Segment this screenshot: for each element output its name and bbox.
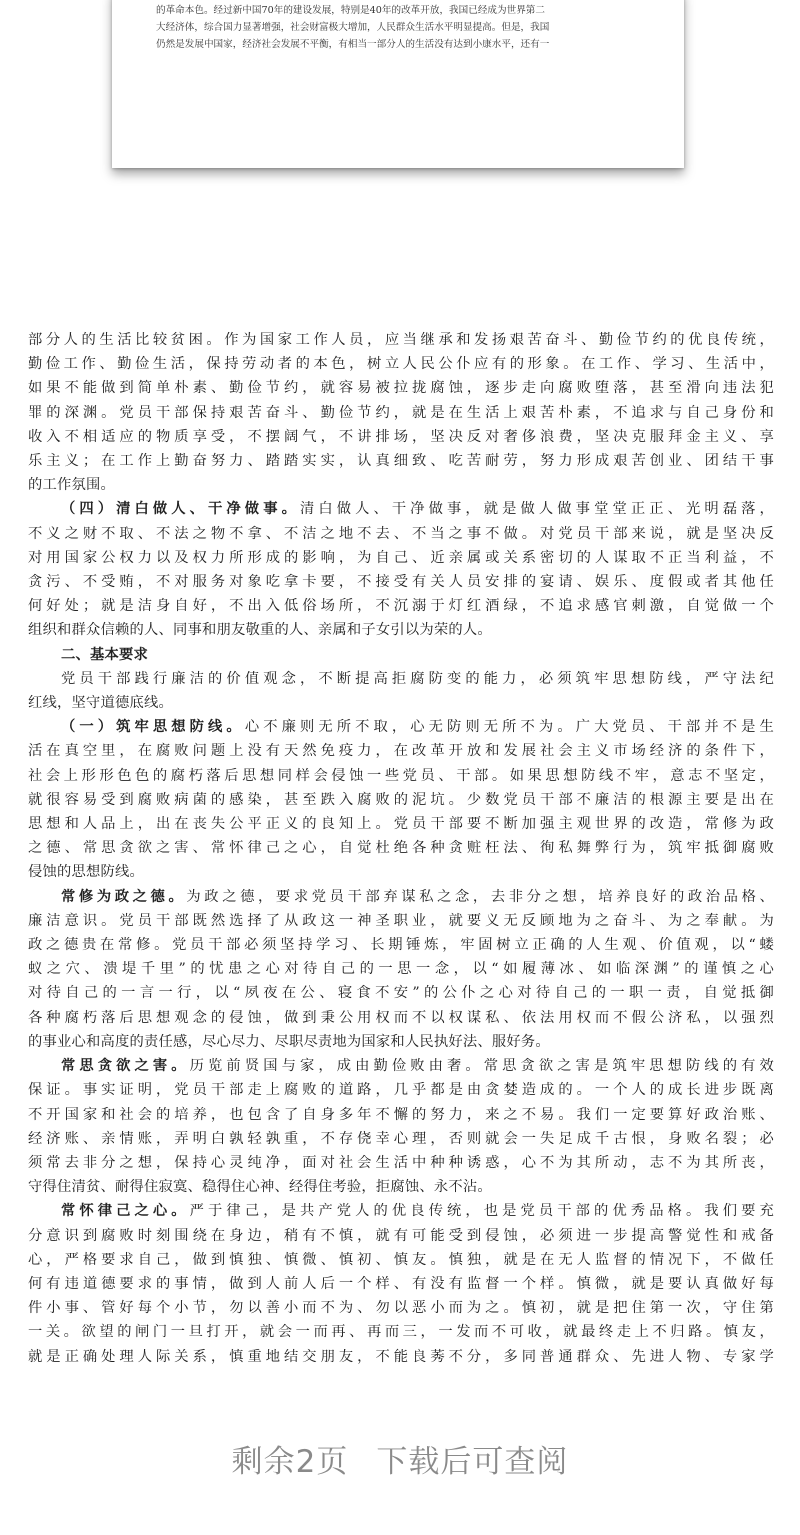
text-line: 勤俭工作、勤俭生活，保持劳动者的本色，树立人民公仆应有的形象。在工作、学习、生活中， <box>28 356 774 373</box>
text-line <box>28 1199 774 1223</box>
text-line: 廉洁意识。党员干部既然选择了从政这一神圣职业，就要义无反顾地为之奋斗、为之奉献。为 <box>28 912 774 929</box>
text-run: 历览前贤国与家，成由勤俭败由奢。常思贪欲之害是筑牢思想防线的有效 <box>189 1058 774 1075</box>
text-line: 的工作氛围。 <box>28 477 115 494</box>
paragraph-greed-harm <box>28 1054 774 1199</box>
section-subheading: 常修为政之德。 <box>61 888 187 905</box>
text-line: 就很容易受到腐败病菌的感染，甚至跌入腐败的泥坑。少数党员干部不廉洁的根源主要是出在 <box>28 791 774 808</box>
paragraph-clean-conduct <box>28 497 774 642</box>
text-run: 严于律己，是共产党人的优良传统，也是党员干部的优秀品格。我们要充 <box>189 1203 774 1220</box>
text-line <box>28 497 774 521</box>
preview-line: 大经济体，综合国力显著增强，社会财富极大增加，人民群众生活水平明显提高。但是，我国 <box>156 22 550 33</box>
preview-line: 仍然是发展中国家，经济社会发展不平衡，有相当一部分人的生活没有达到小康水平，还有一 <box>156 39 550 50</box>
text-line: 的事业心和高度的责任感，尽心尽力、尽职尽责地为国家和人民执好法、服好务。 <box>28 1033 550 1050</box>
preview-line: 的革命本色。经过新中国70年的建设发展，特别是40年的改革开放，我国已经成为世界第二 <box>156 5 545 16</box>
text-line: 活在真空里，在腐败问题上没有天然免疫力，在改革开放和发展社会主义市场经济的条件下， <box>28 743 774 760</box>
text-line: 思想和人品上，出在丧失公平正义的良知上。党员干部要不断加强主观世界的改造，常修为政 <box>28 816 774 833</box>
text-line: 心，严格要求自己，做到慎独、慎微、慎初、慎友。慎独，就是在无人监督的情况下，不做任 <box>28 1251 774 1268</box>
text-line: 部分人的生活比较贫困。作为国家工作人员，应当继承和发扬艰苦奋斗、勤俭节约的优良传统， <box>28 332 774 348</box>
text-line: 党员干部践行廉洁的价值观念，不断提高拒腐防变的能力，必须筑牢思想防线，严守法纪 <box>61 670 774 687</box>
text-line: 红线，坚守道德底线。 <box>28 695 173 712</box>
preview-text <box>156 2 646 53</box>
text-line: 乐主义；在工作上勤奋努力、踏踏实实，认真细致、吃苦耐劳，努力形成艰苦创业、团结干事 <box>28 453 774 470</box>
section-subheading: 常怀律己之心。 <box>61 1203 190 1220</box>
text-line: 对用国家公权力以及权力所形成的影响，为自己、近亲属或关系密切的人谋取不正当利益，不 <box>28 549 774 566</box>
text-line <box>28 885 774 909</box>
section-subheading: 常思贪欲之害。 <box>61 1058 190 1075</box>
text-line: 保证。事实证明，党员干部走上腐败的道路，几乎都是由贪婪造成的。一个人的成长进步既离 <box>28 1082 774 1099</box>
text-line: 不义之财不取、不法之物不拿、不洁之地不去、不当之事不做。对党员干部来说，就是坚决反 <box>28 525 774 542</box>
text-line: 侵蚀的思想防线。 <box>28 864 144 881</box>
section-subheading: （一）筑牢思想防线。 <box>61 719 245 736</box>
text-line: 蚁之穴、溃堤千里”的忧患之心对待自己的一思一念，以“如履薄冰、如临深渊”的谨慎之心 <box>28 961 774 978</box>
document-body <box>28 328 774 1369</box>
section-heading <box>28 643 774 667</box>
text-line: 分意识到腐败时刻围绕在身边，稍有不慎，就有可能受到侵蚀，必须进一步提高警觉性和戒备 <box>28 1227 774 1244</box>
text-run: 清白做人、干净做事，就是做人做事堂堂正正、光明磊落， <box>299 501 774 518</box>
paragraph-1 <box>28 328 774 497</box>
section-subheading: （四）清白做人、干净做事。 <box>61 501 300 518</box>
text-line: 之德、常思贪欲之害、常怀律己之心，自觉杜绝各种贪赃枉法、徇私舞弊行为，筑牢抵御腐败 <box>28 840 774 857</box>
download-prompt[interactable] <box>0 1436 800 1481</box>
text-line: 如果不能做到简单朴素、勤俭节约，就容易被拉拢腐蚀，逐步走向腐败堕落，甚至滑向违法犯 <box>28 380 774 397</box>
remaining-pages-label: 剩余2页 <box>231 1444 349 1480</box>
text-line: 政之德贵在常修。党员干部必须坚持学习、长期锤炼，牢固树立正确的人生观、价值观，以“蝼 <box>28 937 774 954</box>
text-line: 何有违道德要求的事情，做到人前人后一个样、有没有监督一个样。慎微，就是要认真做好每 <box>28 1275 774 1292</box>
text-line: 不开国家和社会的培养，也包含了自身多年不懈的努力，来之不易。我们一定要算好政治账、 <box>28 1106 774 1123</box>
paragraph-ideological-defense <box>28 715 774 884</box>
text-line: 经济账、亲情账，弄明白孰轻孰重，不存侥幸心理，否则就会一失足成千古恨，身败名裂；必 <box>28 1130 774 1147</box>
paragraph-requirements <box>28 667 774 715</box>
download-to-view-label: 下载后可查阅 <box>376 1444 569 1480</box>
text-line: 罪的深渊。党员干部保持艰苦奋斗、勤俭节约，就是在生活上艰苦朴素，不追求与自己身份和 <box>28 404 774 421</box>
text-line: 一关。欲望的闸门一旦打开，就会一而再、再而三，一发而不可收，就最终走上不归路。慎友， <box>28 1324 774 1341</box>
text-line <box>28 1054 774 1078</box>
text-line: 就是正确处理人际关系，慎重地结交朋友，不能良莠不分，多同普通群众、先进人物、专家学 <box>28 1348 774 1365</box>
text-line: 组织和群众信赖的人、同事和朋友敬重的人、亲属和子女引以为荣的人。 <box>28 622 492 639</box>
text-line: 收入不相适应的物质享受，不摆阔气，不讲排场，坚决反对奢侈浪费，坚决克服拜金主义、享 <box>28 428 774 445</box>
preview-page-card <box>112 0 684 168</box>
text-run: 为政之德，要求党员干部弃谋私之念，去非分之想，培养良好的政治品格、 <box>186 888 774 905</box>
text-line: 件小事、管好每个小节，勿以善小而不为、勿以恶小而为之。慎初，就是把住第一次，守住第 <box>28 1300 774 1317</box>
text-line: 各种腐朽落后思想观念的侵蚀，做到秉公用权而不以权谋私、依法用权而不假公济私，以强烈 <box>28 1009 774 1026</box>
section-title: 二、基本要求 <box>61 646 148 663</box>
text-line: 守得住清贫、耐得住寂寞、稳得住心神、经得住考验，拒腐蚀、永不沾。 <box>28 1179 492 1196</box>
text-line: 贪污、不受贿，不对服务对象吃拿卡要，不接受有关人员安排的宴请、娱乐、度假或者其他任 <box>28 574 774 591</box>
paragraph-self-discipline <box>28 1199 774 1368</box>
paragraph-political-virtue <box>28 885 774 1054</box>
text-line: 社会上形形色色的腐朽落后思想同样会侵蚀一些党员、干部。如果思想防线不牢，意志不坚定， <box>28 767 774 784</box>
text-line: 须常去非分之想，保持心灵纯净，面对社会生活中种种诱惑，心不为其所动，志不为其所丧， <box>28 1154 774 1171</box>
text-line <box>28 715 774 739</box>
text-run: 心不廉则无所不取，心无防则无所不为。广大党员、干部并不是生 <box>244 719 774 736</box>
text-line: 何好处；就是洁身自好，不出入低俗场所，不沉溺于灯红酒绿，不追求感官刺激，自觉做一个 <box>28 598 774 615</box>
text-line: 对待自己的一言一行，以“夙夜在公、寝食不安”的公仆之心对待自己的一职一责，自觉抵御 <box>28 985 774 1002</box>
